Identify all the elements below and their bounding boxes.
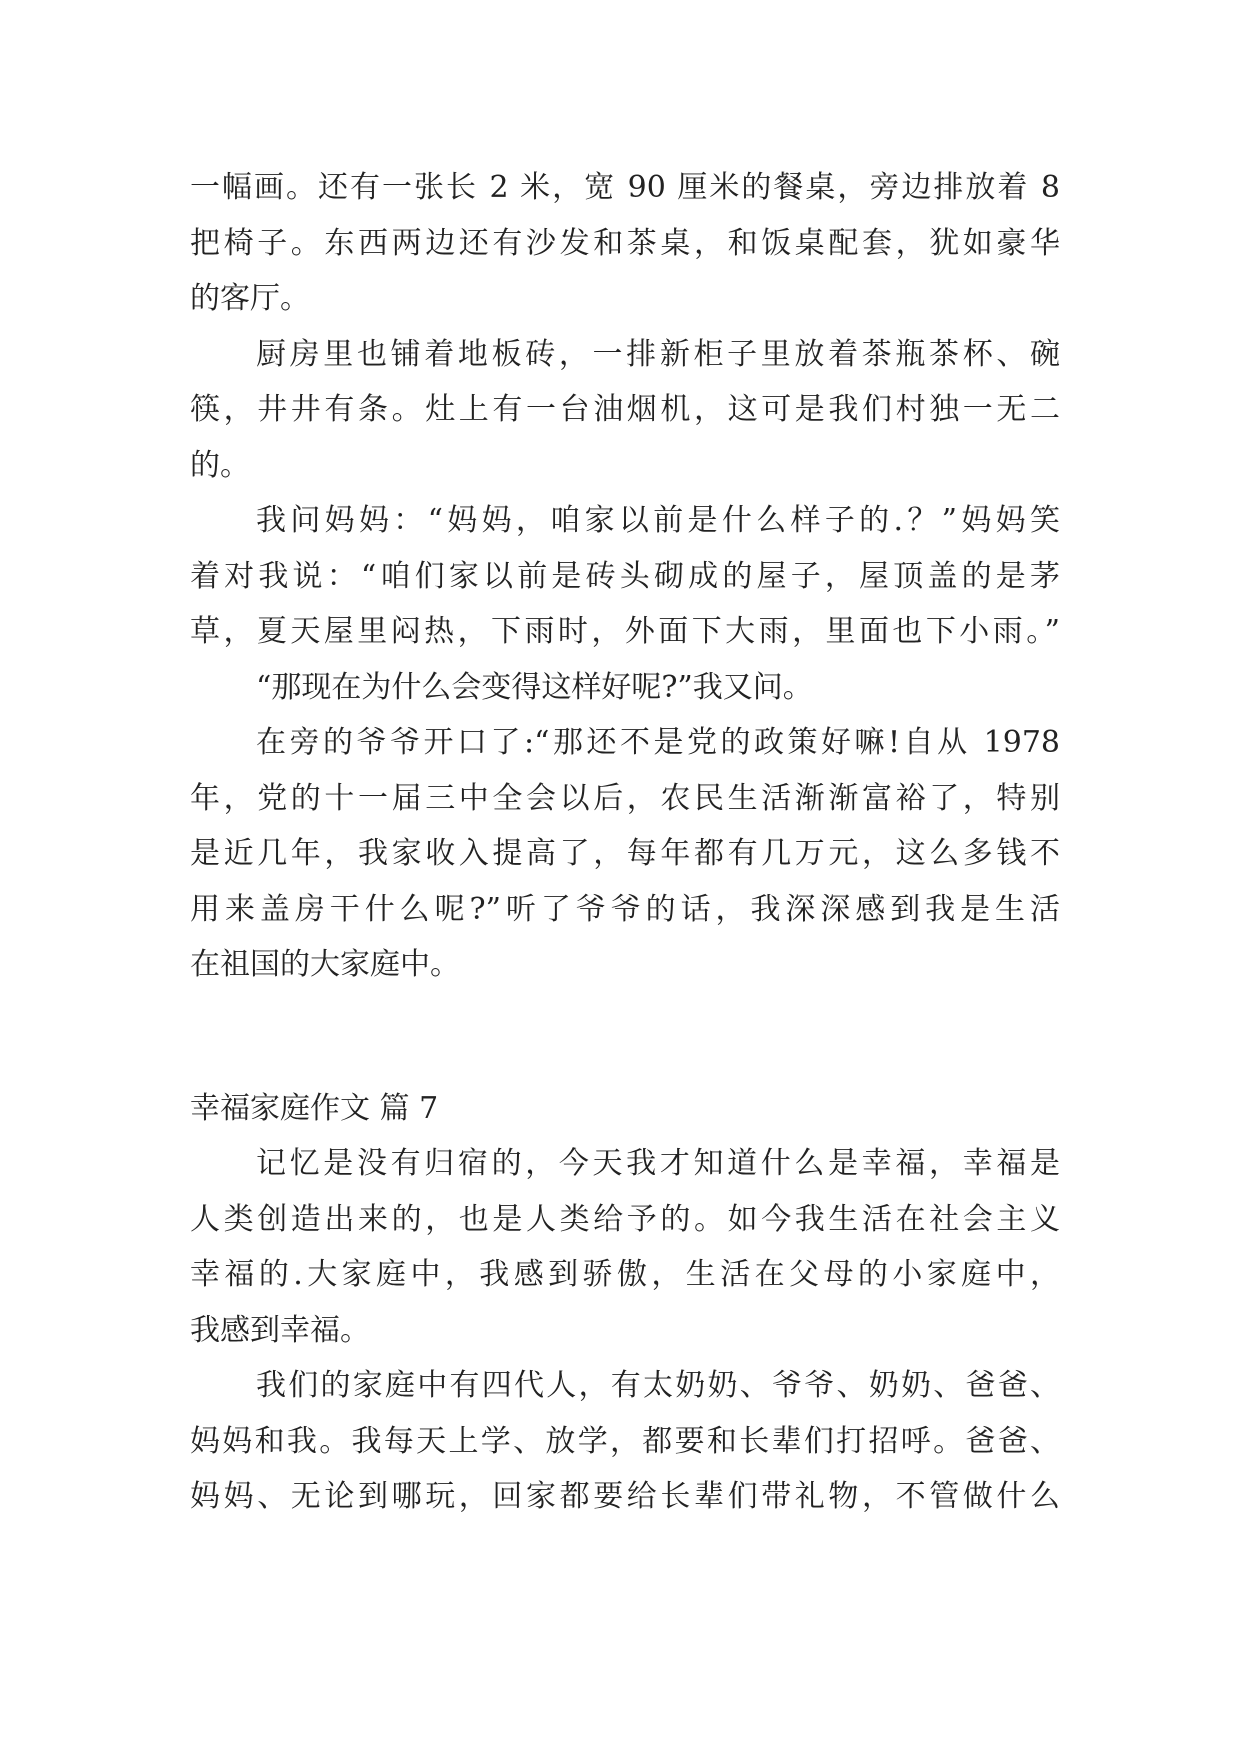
text-line: 是近几年，我家收入提高了，每年都有几万元，这么多钱不 — [190, 836, 1060, 871]
section-heading: 幸福家庭作文 篇 7 — [190, 1090, 439, 1126]
text-line: 妈妈、无论到哪玩，回家都要给长辈们带礼物，不管做什么 — [190, 1479, 1060, 1514]
paragraph-first-line: 记忆是没有归宿的，今天我才知道什么是幸福，幸福是 — [256, 1146, 1060, 1181]
text-line: 我感到幸福。 — [190, 1312, 370, 1348]
paragraph-first-line: “那现在为什么会变得这样好呢?”我又问。 — [256, 669, 813, 705]
text-line: 幸福的.大家庭中，我感到骄傲，生活在父母的小家庭中， — [190, 1257, 1060, 1292]
text-line: 草，夏天屋里闷热，下雨时，外面下大雨，里面也下小雨。” — [190, 614, 1060, 649]
section-gap — [190, 993, 1060, 1081]
text-line: 把椅子。东西两边还有沙发和茶桌，和饭桌配套，犹如豪华 — [190, 225, 1060, 261]
text-line: 着对我说：“咱们家以前是砖头砌成的屋子，屋顶盖的是茅 — [190, 558, 1060, 594]
text-line: 筷，井井有条。灶上有一台油烟机，这可是我们村独一无二 — [190, 392, 1060, 427]
text-line: 一幅画。还有一张长 2 米，宽 90 厘米的餐桌，旁边排放着 8 — [190, 170, 1060, 205]
paragraph-first-line: 我们的家庭中有四代人，有太奶奶、爷爷、奶奶、爸爸、 — [256, 1368, 1060, 1403]
text-line: 的。 — [190, 447, 250, 483]
paragraph-first-line: 厨房里也铺着地板砖，一排新柜子里放着茶瓶茶杯、碗 — [256, 336, 1060, 372]
document-body — [190, 160, 1060, 1525]
text-line: 妈妈和我。我每天上学、放学，都要和长辈们打招呼。爸爸、 — [190, 1423, 1060, 1459]
text-line: 的客厅。 — [190, 281, 310, 316]
paragraph-first-line: 在旁的爷爷开口了:“那还不是党的政策好嘛!自从 1978 — [256, 725, 1060, 760]
text-line: 在祖国的大家庭中。 — [190, 947, 460, 982]
paragraph-first-line: 我问妈妈：“妈妈，咱家以前是什么样子的.？”妈妈笑 — [256, 503, 1060, 538]
text-line: 年，党的十一届三中全会以后，农民生活渐渐富裕了，特别 — [190, 780, 1060, 816]
text-line: 人类创造出来的，也是人类给予的。如今我生活在社会主义 — [190, 1201, 1060, 1237]
text-line: 用来盖房干什么呢?”听了爷爷的话，我深深感到我是生活 — [190, 891, 1060, 927]
